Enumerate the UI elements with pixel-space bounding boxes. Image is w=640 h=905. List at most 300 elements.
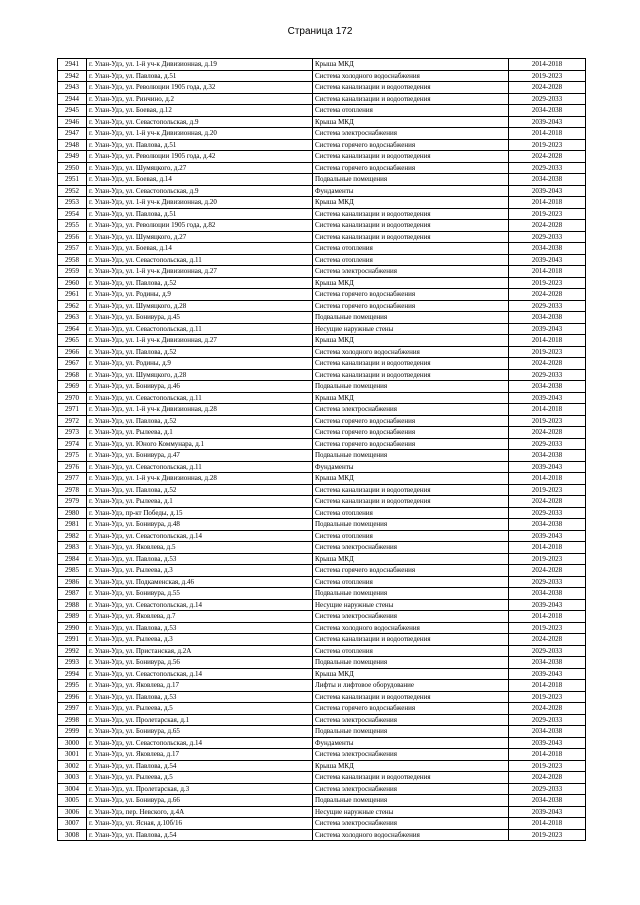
table-row — [58, 254, 586, 266]
address-cell: г. Улан-Удэ, ул. Бонивура, д.55 — [87, 588, 313, 600]
period-cell: 2029-2033 — [509, 783, 586, 795]
address-cell: г. Улан-Удэ, ул. Севастопольская, д.11 — [87, 254, 313, 266]
address-cell: г. Улан-Удэ, ул. Юного Коммунара, д.1 — [87, 438, 313, 450]
period-cell: 2024-2028 — [509, 565, 586, 577]
table-row — [58, 139, 586, 151]
address-cell: г. Улан-Удэ, ул. Павлова, д.53 — [87, 691, 313, 703]
address-cell: г. Улан-Удэ, ул. 1-й уч-к Дивизионная, д.27 — [87, 266, 313, 278]
address-cell: г. Улан-Удэ, ул. Рылеева, д.5 — [87, 703, 313, 715]
system-cell: Крыша МКД — [313, 335, 509, 347]
row-number-cell: 2957 — [58, 243, 87, 255]
system-cell: Система электроснабжения — [313, 404, 509, 416]
table-row — [58, 312, 586, 324]
row-number-cell: 2996 — [58, 691, 87, 703]
system-cell: Система электроснабжения — [313, 818, 509, 830]
row-number-cell: 2983 — [58, 542, 87, 554]
table-row — [58, 392, 586, 404]
period-cell: 2014-2018 — [509, 335, 586, 347]
row-number-cell: 2987 — [58, 588, 87, 600]
row-number-cell: 3001 — [58, 749, 87, 761]
system-cell: Система канализации и водоотведения — [313, 220, 509, 232]
system-cell: Система канализации и водоотведения — [313, 691, 509, 703]
row-number-cell: 2947 — [58, 128, 87, 140]
table-row — [58, 668, 586, 680]
period-cell: 2019-2023 — [509, 415, 586, 427]
table-row — [58, 415, 586, 427]
row-number-cell: 2995 — [58, 680, 87, 692]
row-number-cell: 2994 — [58, 668, 87, 680]
row-number-cell: 2999 — [58, 726, 87, 738]
row-number-cell: 2978 — [58, 484, 87, 496]
table-row — [58, 243, 586, 255]
system-cell: Система электроснабжения — [313, 128, 509, 140]
system-cell: Система электроснабжения — [313, 749, 509, 761]
table-row — [58, 174, 586, 186]
row-number-cell: 2969 — [58, 381, 87, 393]
system-cell: Крыша МКД — [313, 392, 509, 404]
table-row — [58, 461, 586, 473]
table-row — [58, 634, 586, 646]
row-number-cell: 2949 — [58, 151, 87, 163]
period-cell: 2024-2028 — [509, 703, 586, 715]
system-cell: Система холодного водоснабжения — [313, 622, 509, 634]
period-cell: 2029-2033 — [509, 438, 586, 450]
period-cell: 2029-2033 — [509, 93, 586, 105]
row-number-cell: 3007 — [58, 818, 87, 830]
period-cell: 2039-2043 — [509, 323, 586, 335]
period-cell: 2014-2018 — [509, 542, 586, 554]
period-cell: 2039-2043 — [509, 461, 586, 473]
row-number-cell: 2962 — [58, 300, 87, 312]
row-number-cell: 2959 — [58, 266, 87, 278]
row-number-cell: 2950 — [58, 162, 87, 174]
row-number-cell: 3002 — [58, 760, 87, 772]
period-cell: 2019-2023 — [509, 691, 586, 703]
period-cell: 2029-2033 — [509, 162, 586, 174]
system-cell: Фундаменты — [313, 737, 509, 749]
table-row — [58, 588, 586, 600]
system-cell: Система горячего водоснабжения — [313, 703, 509, 715]
table-row — [58, 737, 586, 749]
period-cell: 2019-2023 — [509, 277, 586, 289]
table-row — [58, 680, 586, 692]
address-cell: г. Улан-Удэ, ул. 1-й уч-к Дивизионная, д.19 — [87, 59, 313, 71]
system-cell: Система горячего водоснабжения — [313, 415, 509, 427]
address-cell: г. Улан-Удэ, ул. Бонивура, д.45 — [87, 312, 313, 324]
period-cell: 2029-2033 — [509, 576, 586, 588]
period-cell: 2014-2018 — [509, 611, 586, 623]
system-cell: Система канализации и водоотведения — [313, 496, 509, 508]
row-number-cell: 2976 — [58, 461, 87, 473]
address-cell: г. Улан-Удэ, ул. Шумяцкого, д.28 — [87, 300, 313, 312]
table-row — [58, 599, 586, 611]
period-cell: 2024-2028 — [509, 220, 586, 232]
row-number-cell: 3006 — [58, 806, 87, 818]
period-cell: 2029-2033 — [509, 507, 586, 519]
period-cell: 2014-2018 — [509, 473, 586, 485]
table-row — [58, 128, 586, 140]
period-cell: 2024-2028 — [509, 496, 586, 508]
page-title: Страница 172 — [287, 26, 353, 37]
table-row — [58, 576, 586, 588]
table-row — [58, 59, 586, 71]
address-cell: г. Улан-Удэ, ул. Павлова, д.52 — [87, 484, 313, 496]
period-cell: 2039-2043 — [509, 254, 586, 266]
period-cell: 2039-2043 — [509, 392, 586, 404]
period-cell: 2029-2033 — [509, 369, 586, 381]
table-row — [58, 772, 586, 784]
address-cell: г. Улан-Удэ, ул. Пролетарская, д.1 — [87, 714, 313, 726]
address-cell: г. Улан-Удэ, ул. Бонивура, д.66 — [87, 795, 313, 807]
period-cell: 2034-2038 — [509, 726, 586, 738]
address-cell: г. Улан-Удэ, ул. Бонивура, д.56 — [87, 657, 313, 669]
row-number-cell: 2970 — [58, 392, 87, 404]
address-cell: г. Улан-Удэ, ул. 1-й уч-к Дивизионная, д.28 — [87, 404, 313, 416]
system-cell: Лифты и лифтовое оборудование — [313, 680, 509, 692]
table-row — [58, 542, 586, 554]
table-row — [58, 82, 586, 94]
table-row — [58, 208, 586, 220]
period-cell: 2019-2023 — [509, 208, 586, 220]
address-cell: г. Улан-Удэ, ул. Севастопольская, д.14 — [87, 737, 313, 749]
table-row — [58, 553, 586, 565]
period-cell: 2034-2038 — [509, 174, 586, 186]
system-cell: Система канализации и водоотведения — [313, 369, 509, 381]
system-cell: Система канализации и водоотведения — [313, 484, 509, 496]
address-cell: г. Улан-Удэ, ул. Севастопольская, д.14 — [87, 530, 313, 542]
address-cell: г. Улан-Удэ, ул. Рылеева, д.5 — [87, 772, 313, 784]
table-row — [58, 749, 586, 761]
address-cell: г. Улан-Удэ, ул. Боевая, д.12 — [87, 105, 313, 117]
period-cell: 2034-2038 — [509, 243, 586, 255]
address-cell: г. Улан-Удэ, ул. Павлова, д.54 — [87, 829, 313, 841]
address-cell: г. Улан-Удэ, ул. Яковлева, д.17 — [87, 749, 313, 761]
table-row — [58, 530, 586, 542]
system-cell: Система отопления — [313, 645, 509, 657]
system-cell: Система канализации и водоотведения — [313, 772, 509, 784]
period-cell: 2014-2018 — [509, 128, 586, 140]
table-row — [58, 726, 586, 738]
table-row — [58, 760, 586, 772]
address-cell: г. Улан-Удэ, ул. Павлова, д.53 — [87, 622, 313, 634]
address-cell: г. Улан-Удэ, ул. Бонивура, д.47 — [87, 450, 313, 462]
address-cell: г. Улан-Удэ, ул. Павлова, д.51 — [87, 139, 313, 151]
system-cell: Система отопления — [313, 105, 509, 117]
address-cell: г. Улан-Удэ, ул. Павлова, д.52 — [87, 346, 313, 358]
table-row — [58, 116, 586, 128]
table-row — [58, 185, 586, 197]
row-number-cell: 2972 — [58, 415, 87, 427]
row-number-cell: 2968 — [58, 369, 87, 381]
system-cell: Крыша МКД — [313, 197, 509, 209]
table-row — [58, 645, 586, 657]
period-cell: 2019-2023 — [509, 346, 586, 358]
period-cell: 2024-2028 — [509, 82, 586, 94]
system-cell: Система отопления — [313, 530, 509, 542]
table-row — [58, 105, 586, 117]
system-cell: Система отопления — [313, 243, 509, 255]
period-cell: 2034-2038 — [509, 381, 586, 393]
system-cell: Система канализации и водоотведения — [313, 231, 509, 243]
table-row — [58, 818, 586, 830]
address-cell: г. Улан-Удэ, ул. Яковлева, д.7 — [87, 611, 313, 623]
system-cell: Крыша МКД — [313, 760, 509, 772]
table-row — [58, 438, 586, 450]
row-number-cell: 2954 — [58, 208, 87, 220]
row-number-cell: 2977 — [58, 473, 87, 485]
row-number-cell: 3000 — [58, 737, 87, 749]
row-number-cell: 2961 — [58, 289, 87, 301]
address-cell: г. Улан-Удэ, ул. Севастопольская, д.9 — [87, 116, 313, 128]
system-cell: Подвальные помещения — [313, 174, 509, 186]
system-cell: Подвальные помещения — [313, 450, 509, 462]
address-cell: г. Улан-Удэ, ул. Родины, д.9 — [87, 358, 313, 370]
address-cell: г. Улан-Удэ, ул. Бонивура, д.48 — [87, 519, 313, 531]
table-row — [58, 231, 586, 243]
address-cell: г. Улан-Удэ, ул. Революции 1905 года, д.42 — [87, 151, 313, 163]
table-row — [58, 622, 586, 634]
period-cell: 2034-2038 — [509, 657, 586, 669]
row-number-cell: 2945 — [58, 105, 87, 117]
address-cell: г. Улан-Удэ, ул. Севастопольская, д.9 — [87, 185, 313, 197]
address-cell: г. Улан-Удэ, ул. Бонивура, д.65 — [87, 726, 313, 738]
system-cell: Система горячего водоснабжения — [313, 565, 509, 577]
system-cell: Система горячего водоснабжения — [313, 162, 509, 174]
row-number-cell: 2993 — [58, 657, 87, 669]
address-cell: г. Улан-Удэ, ул. Рылеева, д.1 — [87, 496, 313, 508]
system-cell: Система электроснабжения — [313, 714, 509, 726]
row-number-cell: 2960 — [58, 277, 87, 289]
table-row — [58, 829, 586, 841]
system-cell: Подвальные помещения — [313, 726, 509, 738]
period-cell: 2019-2023 — [509, 553, 586, 565]
period-cell: 2019-2023 — [509, 622, 586, 634]
row-number-cell: 2964 — [58, 323, 87, 335]
table-row — [58, 473, 586, 485]
table-row — [58, 611, 586, 623]
table-row — [58, 565, 586, 577]
period-cell: 2034-2038 — [509, 588, 586, 600]
system-cell: Система горячего водоснабжения — [313, 438, 509, 450]
period-cell: 2034-2038 — [509, 450, 586, 462]
system-cell: Система канализации и водоотведения — [313, 208, 509, 220]
system-cell: Подвальные помещения — [313, 657, 509, 669]
period-cell: 2024-2028 — [509, 772, 586, 784]
table-row — [58, 266, 586, 278]
system-cell: Система холодного водоснабжения — [313, 70, 509, 82]
period-cell: 2039-2043 — [509, 668, 586, 680]
system-cell: Крыша МКД — [313, 668, 509, 680]
period-cell: 2024-2028 — [509, 427, 586, 439]
period-cell: 2024-2028 — [509, 151, 586, 163]
address-cell: г. Улан-Удэ, ул. Бонивура, д.46 — [87, 381, 313, 393]
system-cell: Несущие наружные стены — [313, 806, 509, 818]
system-cell: Несущие наружные стены — [313, 599, 509, 611]
system-cell: Система канализации и водоотведения — [313, 634, 509, 646]
address-cell: г. Улан-Удэ, ул. Революции 1905 года, д.82 — [87, 220, 313, 232]
period-cell: 2029-2033 — [509, 714, 586, 726]
system-cell: Подвальные помещения — [313, 588, 509, 600]
table-row — [58, 358, 586, 370]
system-cell: Система канализации и водоотведения — [313, 358, 509, 370]
address-cell: г. Улан-Удэ, пер. Невского, д.4А — [87, 806, 313, 818]
period-cell: 2024-2028 — [509, 358, 586, 370]
row-number-cell: 2965 — [58, 335, 87, 347]
row-number-cell: 2966 — [58, 346, 87, 358]
row-number-cell: 2967 — [58, 358, 87, 370]
repair-schedule-table — [57, 58, 586, 841]
period-cell: 2014-2018 — [509, 818, 586, 830]
row-number-cell: 2952 — [58, 185, 87, 197]
period-cell: 2039-2043 — [509, 185, 586, 197]
table-row — [58, 346, 586, 358]
address-cell: г. Улан-Удэ, ул. Рылеева, д.1 — [87, 427, 313, 439]
row-number-cell: 2946 — [58, 116, 87, 128]
address-cell: г. Улан-Удэ, ул. 1-й уч-к Дивизионная, д.20 — [87, 128, 313, 140]
table-row — [58, 335, 586, 347]
address-cell: г. Улан-Удэ, ул. Павлова, д.52 — [87, 277, 313, 289]
row-number-cell: 2958 — [58, 254, 87, 266]
system-cell: Подвальные помещения — [313, 795, 509, 807]
system-cell: Система отопления — [313, 254, 509, 266]
table-row — [58, 519, 586, 531]
address-cell: г. Улан-Удэ, ул. 1-й уч-к Дивизионная, д.20 — [87, 197, 313, 209]
table-row — [58, 714, 586, 726]
row-number-cell: 2986 — [58, 576, 87, 588]
table-row — [58, 484, 586, 496]
system-cell: Подвальные помещения — [313, 381, 509, 393]
row-number-cell: 2951 — [58, 174, 87, 186]
table-row — [58, 427, 586, 439]
table-row — [58, 806, 586, 818]
table-body — [58, 59, 586, 841]
table-row — [58, 507, 586, 519]
row-number-cell: 2943 — [58, 82, 87, 94]
system-cell: Крыша МКД — [313, 59, 509, 71]
table-row — [58, 323, 586, 335]
system-cell: Система горячего водоснабжения — [313, 300, 509, 312]
table-row — [58, 93, 586, 105]
system-cell: Крыша МКД — [313, 116, 509, 128]
system-cell: Фундаменты — [313, 185, 509, 197]
address-cell: г. Улан-Удэ, ул. 1-й уч-к Дивизионная, д.28 — [87, 473, 313, 485]
address-cell: г. Улан-Удэ, ул. Павлова, д.53 — [87, 553, 313, 565]
row-number-cell: 2948 — [58, 139, 87, 151]
row-number-cell: 2979 — [58, 496, 87, 508]
address-cell: г. Улан-Удэ, ул. Севастопольская, д.11 — [87, 323, 313, 335]
address-cell: г. Улан-Удэ, ул. Ринчино, д.2 — [87, 93, 313, 105]
address-cell: г. Улан-Удэ, ул. Шумяцкого, д.27 — [87, 162, 313, 174]
address-cell: г. Улан-Удэ, ул. Революции 1905 года, д.32 — [87, 82, 313, 94]
table-row — [58, 220, 586, 232]
address-cell: г. Улан-Удэ, ул. Рылеева, д.3 — [87, 634, 313, 646]
table-row — [58, 369, 586, 381]
period-cell: 2014-2018 — [509, 749, 586, 761]
row-number-cell: 2942 — [58, 70, 87, 82]
period-cell: 2019-2023 — [509, 139, 586, 151]
row-number-cell: 2953 — [58, 197, 87, 209]
row-number-cell: 2980 — [58, 507, 87, 519]
repair-schedule-table-wrap — [57, 58, 585, 841]
address-cell: г. Улан-Удэ, ул. Боевая, д.14 — [87, 174, 313, 186]
table-row — [58, 151, 586, 163]
address-cell: г. Улан-Удэ, ул. Рылеева, д.3 — [87, 565, 313, 577]
address-cell: г. Улан-Удэ, ул. Павлова, д.51 — [87, 208, 313, 220]
system-cell: Система канализации и водоотведения — [313, 151, 509, 163]
row-number-cell: 2941 — [58, 59, 87, 71]
period-cell: 2014-2018 — [509, 404, 586, 416]
period-cell: 2034-2038 — [509, 519, 586, 531]
address-cell: г. Улан-Удэ, ул. Севастопольская, д.14 — [87, 599, 313, 611]
table-row — [58, 70, 586, 82]
system-cell: Крыша МКД — [313, 473, 509, 485]
system-cell: Система электроснабжения — [313, 266, 509, 278]
table-row — [58, 300, 586, 312]
system-cell: Система электроснабжения — [313, 542, 509, 554]
period-cell: 2014-2018 — [509, 59, 586, 71]
row-number-cell: 2956 — [58, 231, 87, 243]
row-number-cell: 2955 — [58, 220, 87, 232]
row-number-cell: 2992 — [58, 645, 87, 657]
address-cell: г. Улан-Удэ, ул. Шумяцкого, д.27 — [87, 231, 313, 243]
period-cell: 2014-2018 — [509, 197, 586, 209]
period-cell: 2039-2043 — [509, 116, 586, 128]
system-cell: Несущие наружные стены — [313, 323, 509, 335]
period-cell: 2034-2038 — [509, 105, 586, 117]
address-cell: г. Улан-Удэ, ул. Яковлева, д.17 — [87, 680, 313, 692]
period-cell: 2039-2043 — [509, 599, 586, 611]
row-number-cell: 2998 — [58, 714, 87, 726]
row-number-cell: 3008 — [58, 829, 87, 841]
period-cell: 2019-2023 — [509, 484, 586, 496]
table-row — [58, 691, 586, 703]
period-cell: 2039-2043 — [509, 737, 586, 749]
system-cell: Система электроснабжения — [313, 611, 509, 623]
row-number-cell: 2991 — [58, 634, 87, 646]
period-cell: 2019-2023 — [509, 70, 586, 82]
address-cell: г. Улан-Удэ, ул. Пролетарская, д.3 — [87, 783, 313, 795]
table-row — [58, 795, 586, 807]
address-cell: г. Улан-Удэ, ул. Севастопольская, д.14 — [87, 668, 313, 680]
period-cell: 2029-2033 — [509, 645, 586, 657]
address-cell: г. Улан-Удэ, ул. Павлова, д.52 — [87, 415, 313, 427]
row-number-cell: 2974 — [58, 438, 87, 450]
table-row — [58, 162, 586, 174]
table-row — [58, 703, 586, 715]
system-cell: Система холодного водоснабжения — [313, 346, 509, 358]
row-number-cell: 2944 — [58, 93, 87, 105]
address-cell: г. Улан-Удэ, ул. Севастопольская, д.11 — [87, 392, 313, 404]
address-cell: г. Улан-Удэ, ул. 1-й уч-к Дивизионная, д.27 — [87, 335, 313, 347]
row-number-cell: 2975 — [58, 450, 87, 462]
system-cell: Система канализации и водоотведения — [313, 82, 509, 94]
period-cell: 2034-2038 — [509, 312, 586, 324]
address-cell: г. Улан-Удэ, ул. Родины, д.9 — [87, 289, 313, 301]
period-cell: 2029-2033 — [509, 231, 586, 243]
row-number-cell: 2988 — [58, 599, 87, 611]
period-cell: 2014-2018 — [509, 266, 586, 278]
period-cell: 2039-2043 — [509, 530, 586, 542]
system-cell: Система горячего водоснабжения — [313, 139, 509, 151]
address-cell: г. Улан-Удэ, ул. Пристанская, д.2А — [87, 645, 313, 657]
row-number-cell: 2982 — [58, 530, 87, 542]
table-row — [58, 657, 586, 669]
row-number-cell: 2984 — [58, 553, 87, 565]
row-number-cell: 2963 — [58, 312, 87, 324]
system-cell: Подвальные помещения — [313, 519, 509, 531]
system-cell: Подвальные помещения — [313, 312, 509, 324]
period-cell: 2024-2028 — [509, 289, 586, 301]
